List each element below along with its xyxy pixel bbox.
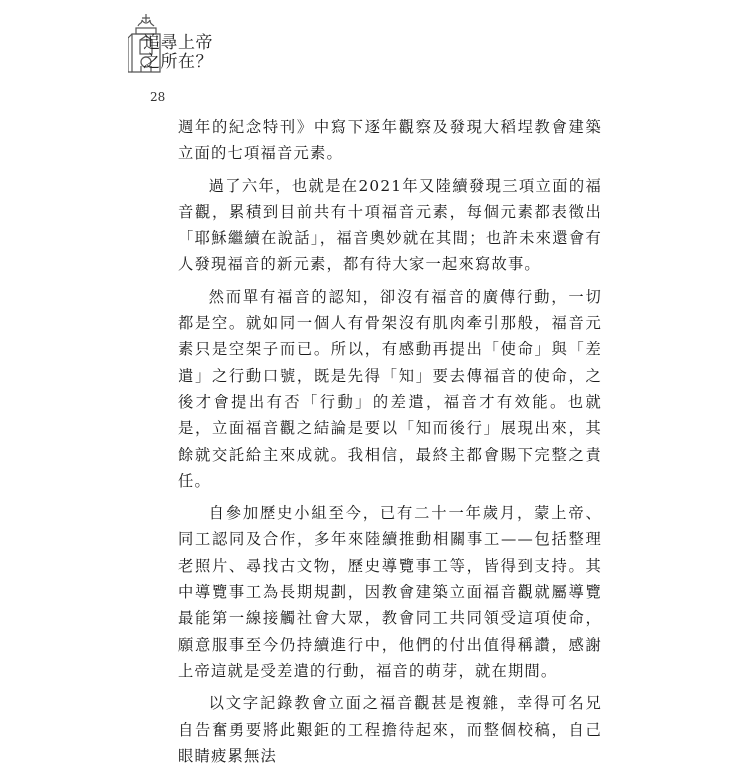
paragraph-4: 自參加歷史小組至今，已有二十一年歲月，蒙上帝、同工認同及合作，多年來陸續推動相關事工——包括整理老照片、尋找古文物，歷史導覽事工等，皆得到支持。其中導覽事工為長期規劃，因教會建築立面福音觀就屬導覽最能第一線接觸社會大眾，教會同工共同領受這項使命，願意服事至今仍持續進行中，他們的付出值得稱讚，感謝上帝這就是受差遣的行動，福音的萌芽，就在期間。 <box>178 504 602 680</box>
book-title <box>143 34 213 72</box>
paragraph-1: 週年的紀念特刊》中寫下逐年觀察及發現大稻埕教會建築立面的七項福音元素。 <box>178 118 602 163</box>
paragraph-2: 過了六年，也就是在2021年又陸續發現三項立面的福音觀，累積到目前共有十項福音元素，每個元素都表徵出「耶穌繼續在說話」，福音奧妙就在其間；也許未來還會有人發現福音的新元素，都有待大家一起來寫故事。 <box>178 176 602 274</box>
body-text <box>178 114 602 775</box>
book-title-line-1: 追尋上帝 <box>143 33 213 53</box>
paragraph-3: 然而單有福音的認知，卻沒有福音的廣傳行動，一切都是空。就如同一個人有骨架沒有肌肉牽引那般，福音元素只是空架子而已。所以，有感動再提出「使命」與「差遣」之行動口號，既是先得「知」要去傳福音的使命，之後才會提出有否「行動」的差遣，福音才有效能。也就是，立面福音觀之結論是要以「知而後行」展現出來，其餘就交託給主來成就。我相信，最終主都會賜下完整之責任。 <box>178 287 602 490</box>
page-number: 28 <box>150 90 166 104</box>
book-title-line-2: 之所在？ <box>143 52 213 72</box>
paragraph-5: 以文字記錄教會立面之福音觀甚是複雜，幸得可名兄自告奮勇要將此艱鉅的工程擔待起來，而整個校稿，自己眼睛疲累無法 <box>178 694 602 765</box>
